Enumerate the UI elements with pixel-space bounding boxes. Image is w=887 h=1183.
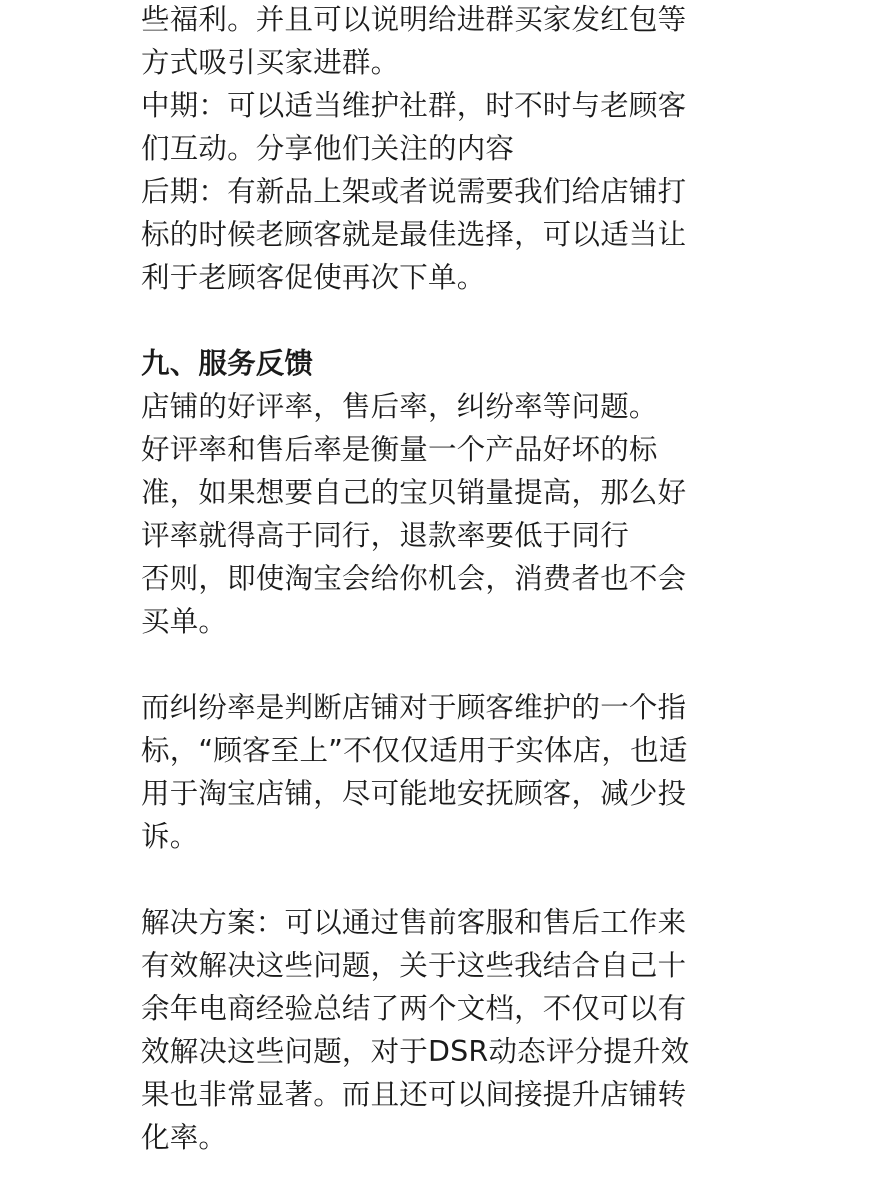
paragraph-spacer — [141, 643, 741, 686]
text-line: 有效解决这些问题，关于这些我结合自己十 — [141, 949, 687, 982]
text-line: 效解决这些问题，对于DSR动态评分提升效 — [141, 1035, 690, 1068]
text-line: 买单。 — [141, 605, 228, 638]
text-line: 方式吸引买家进群。 — [141, 46, 400, 79]
text-line: 用于淘宝店铺，尽可能地安抚顾客，减少投 — [141, 777, 687, 810]
text-line: 们互动。分享他们关注的内容 — [141, 132, 515, 165]
text-line: 利于老顾客促使再次下单。 — [141, 261, 486, 294]
text-line: 诉。 — [141, 820, 199, 853]
paragraph-spacer — [141, 858, 741, 901]
text-line: 些福利。并且可以说明给进群买家发红包等 — [141, 3, 687, 36]
text-line: 否则，即使淘宝会给你机会，消费者也不会 — [141, 562, 687, 595]
text-line: 准，如果想要自己的宝贝销量提高，那么好 — [141, 476, 687, 509]
text-line: 好评率和售后率是衡量一个产品好坏的标 — [141, 433, 658, 466]
article-body — [141, 0, 741, 1159]
text-line: 后期：有新品上架或者说需要我们给店铺打 — [141, 175, 687, 208]
text-line: 店铺的好评率，售后率，纠纷率等问题。 — [141, 390, 658, 423]
section-heading: 九、服务反馈 — [141, 347, 314, 380]
text-line: 余年电商经验总结了两个文档，不仅可以有 — [141, 992, 687, 1025]
text-line: 解决方案：可以通过售前客服和售后工作来 — [141, 906, 687, 939]
paragraph-spacer — [141, 299, 741, 342]
text-line: 果也非常显著。而且还可以间接提升店铺转 — [141, 1078, 687, 1111]
text-line: 化率。 — [141, 1121, 228, 1154]
text-line: 评率就得高于同行，退款率要低于同行 — [141, 519, 629, 552]
text-line: 而纠纷率是判断店铺对于顾客维护的一个指 — [141, 691, 687, 724]
text-line: 标，“顾客至上”不仅仅适用于实体店，也适 — [141, 734, 688, 767]
text-line: 标的时候老顾客就是最佳选择，可以适当让 — [141, 218, 687, 251]
text-line: 中期：可以适当维护社群，时不时与老顾客 — [141, 89, 687, 122]
